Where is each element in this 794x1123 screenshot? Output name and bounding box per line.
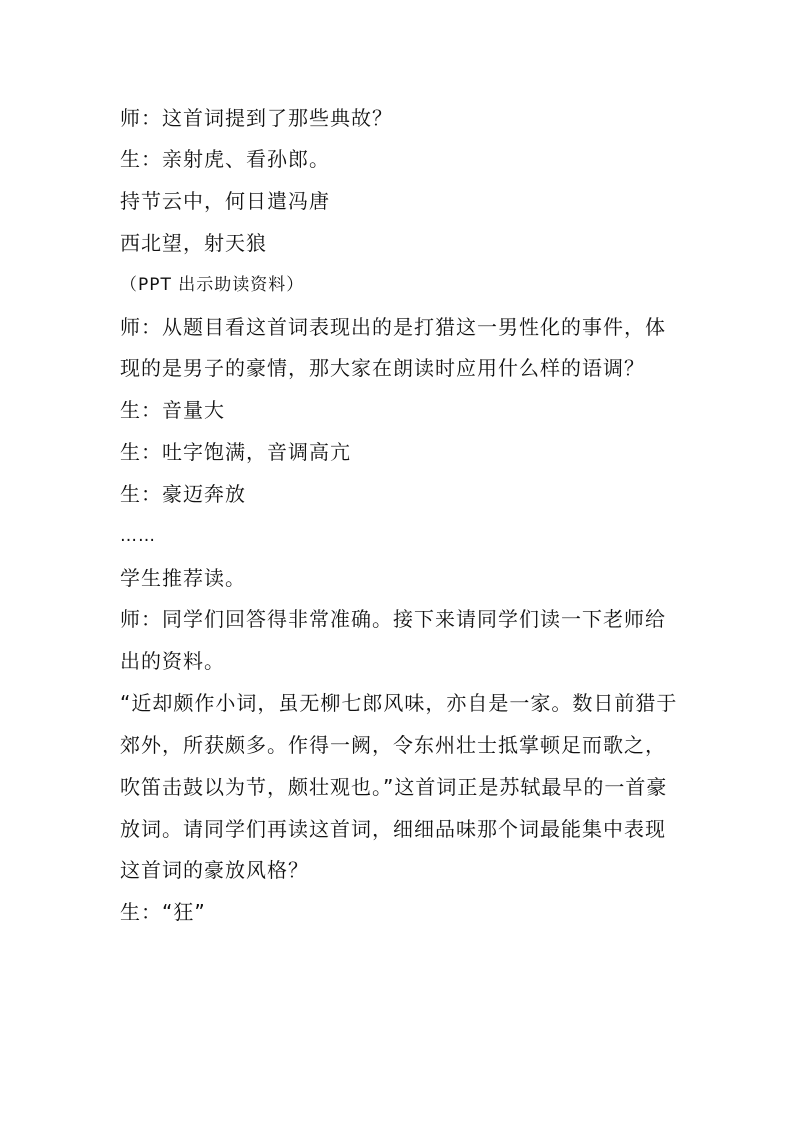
text-line: 生：豪迈奔放 (120, 482, 246, 506)
text-line: 师：同学们回答得非常准确。接下来请同学们读一下老师给 (120, 607, 666, 631)
text-line: 出的资料。 (120, 649, 225, 673)
text-line: 学生推荐读。 (120, 566, 246, 590)
ellipsis-line: …… (120, 526, 156, 546)
text-line: 生：“狂” (120, 900, 206, 924)
text-line: 放词。请同学们再读这首词，细细品味那个词最能集中表现 (120, 817, 666, 841)
quote-line: “近却颇作小词，虽无柳七郎风味，亦自是一家。数日前猎于 (120, 691, 678, 715)
text-line: 生：音量大 (120, 398, 225, 422)
text-line: 现的是男子的豪情，那大家在朗读时应用什么样的语调？ (120, 356, 645, 380)
text-line: 生：吐字饱满，音调高亢 (120, 440, 351, 464)
text-line: 这首词的豪放风格？ (120, 858, 309, 882)
quote-line: 吹笛击鼓以为节，颇壮观也。”这首词正是苏轼最早的一首豪 (120, 775, 668, 799)
text-line: 师：从题目看这首词表现出的是打猎这一男性化的事件，体 (120, 315, 666, 339)
quote-line: 郊外，所获颇多。作得一阙，令东州壮士抵掌顿足而歌之， (120, 733, 666, 757)
text-line: 西北望，射天狼 (120, 231, 267, 255)
text-line: 生：亲射虎、看孙郎。 (120, 147, 330, 171)
text-line: （PPT 出示助读资料） (120, 275, 305, 295)
text-line: 师：这首词提到了那些典故？ (120, 106, 393, 130)
text-line: 持节云中，何日遣冯唐 (120, 189, 330, 213)
